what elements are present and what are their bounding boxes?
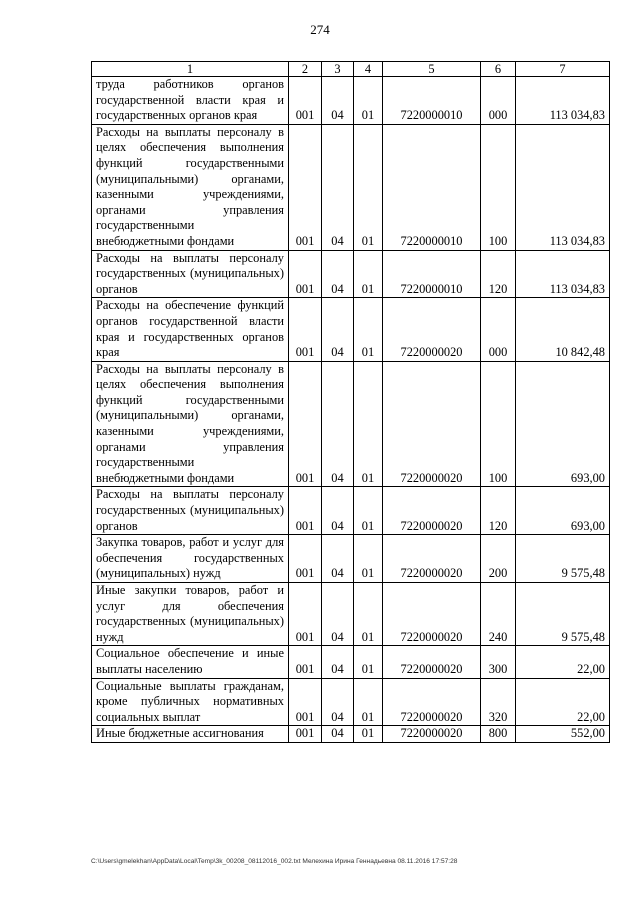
row-code-subsection: 01 [354,487,383,535]
row-code-target: 7220000020 [383,535,481,583]
row-code-ministry: 001 [289,726,322,743]
row-code-subsection: 01 [354,583,383,646]
row-code-type: 320 [481,678,516,726]
row-code-ministry: 001 [289,77,322,125]
row-amount: 693,00 [516,361,610,487]
row-code-section: 04 [322,583,354,646]
column-header-6: 6 [481,62,516,77]
table-row [92,124,610,250]
row-name: труда работников органов государственной власти края и государственных органов края [92,77,289,125]
row-code-type: 200 [481,535,516,583]
row-code-ministry: 001 [289,361,322,487]
row-code-ministry: 001 [289,298,322,361]
column-header-2: 2 [289,62,322,77]
row-amount: 9 575,48 [516,583,610,646]
row-code-target: 7220000020 [383,298,481,361]
row-code-section: 04 [322,487,354,535]
row-amount: 22,00 [516,678,610,726]
row-amount: 113 034,83 [516,77,610,125]
header-row [92,62,610,77]
row-code-type: 120 [481,250,516,298]
column-header-5: 5 [383,62,481,77]
table-row [92,77,610,125]
row-code-subsection: 01 [354,361,383,487]
row-code-type: 240 [481,583,516,646]
table-row [92,361,610,487]
row-amount: 552,00 [516,726,610,743]
row-code-type: 800 [481,726,516,743]
row-code-type: 100 [481,124,516,250]
row-code-ministry: 001 [289,487,322,535]
table-row [92,678,610,726]
row-name: Расходы на выплаты персоналу государственных (муниципальных) органов [92,250,289,298]
row-code-type: 000 [481,77,516,125]
row-name: Иные бюджетные ассигнования [92,726,289,743]
row-code-subsection: 01 [354,250,383,298]
row-code-target: 7220000010 [383,250,481,298]
row-code-ministry: 001 [289,535,322,583]
row-code-target: 7220000020 [383,646,481,678]
row-code-section: 04 [322,250,354,298]
row-code-type: 300 [481,646,516,678]
row-code-target: 7220000020 [383,487,481,535]
table-row [92,250,610,298]
row-code-ministry: 001 [289,250,322,298]
row-code-subsection: 01 [354,535,383,583]
row-code-section: 04 [322,535,354,583]
row-amount: 9 575,48 [516,535,610,583]
row-code-target: 7220000020 [383,726,481,743]
row-code-ministry: 001 [289,124,322,250]
row-amount: 22,00 [516,646,610,678]
table-row [92,298,610,361]
row-amount: 693,00 [516,487,610,535]
table-row [92,487,610,535]
row-name: Социальное обеспечение и иные выплаты населению [92,646,289,678]
row-code-section: 04 [322,361,354,487]
table-row [92,646,610,678]
page-number: 274 [310,22,330,37]
row-name: Расходы на выплаты персоналу в целях обеспечения выполнения функций государственными (муниципальными) органами, казенными учреждениями, органами управления государственными внебюджетными фондами [92,124,289,250]
budget-table [91,61,610,743]
row-code-target: 7220000020 [383,361,481,487]
row-code-type: 100 [481,361,516,487]
row-code-subsection: 01 [354,124,383,250]
row-code-target: 7220000010 [383,77,481,125]
row-code-subsection: 01 [354,678,383,726]
row-code-type: 000 [481,298,516,361]
row-name: Закупка товаров, работ и услуг для обеспечения государственных (муниципальных) нужд [92,535,289,583]
row-code-section: 04 [322,726,354,743]
row-code-ministry: 001 [289,646,322,678]
row-name: Иные закупки товаров, работ и услуг для обеспечения государственных (муниципальных) нужд [92,583,289,646]
row-name: Расходы на выплаты персоналу государственных (муниципальных) органов [92,487,289,535]
row-code-subsection: 01 [354,77,383,125]
table-row [92,726,610,743]
row-code-target: 7220000010 [383,124,481,250]
row-name: Расходы на обеспечение функций органов государственной власти края и государственных органов края [92,298,289,361]
row-code-ministry: 001 [289,583,322,646]
column-header-4: 4 [354,62,383,77]
document-footer-path: C:\Users\gmelekhan\AppData\Local\Temp\3k_00208_08112016_002.txt Мелехина Ирина Геннадьевна 08.11.2016 17:57:28 [91,858,458,865]
row-code-section: 04 [322,298,354,361]
row-code-section: 04 [322,124,354,250]
row-name: Расходы на выплаты персоналу в целях обеспечения выполнения функций государственными (муниципальными) органами, казенными учреждениями, органами управления государственными внебюджетными фондами [92,361,289,487]
row-code-section: 04 [322,678,354,726]
row-code-section: 04 [322,77,354,125]
row-code-section: 04 [322,646,354,678]
row-code-subsection: 01 [354,646,383,678]
row-amount: 113 034,83 [516,250,610,298]
column-header-7: 7 [516,62,610,77]
column-header-3: 3 [322,62,354,77]
row-amount: 10 842,48 [516,298,610,361]
column-header-1: 1 [92,62,289,77]
row-code-type: 120 [481,487,516,535]
row-code-ministry: 001 [289,678,322,726]
table-row [92,535,610,583]
row-code-target: 7220000020 [383,583,481,646]
row-code-target: 7220000020 [383,678,481,726]
row-name: Социальные выплаты гражданам, кроме публичных нормативных социальных выплат [92,678,289,726]
row-amount: 113 034,83 [516,124,610,250]
table-row [92,583,610,646]
row-code-subsection: 01 [354,726,383,743]
row-code-subsection: 01 [354,298,383,361]
